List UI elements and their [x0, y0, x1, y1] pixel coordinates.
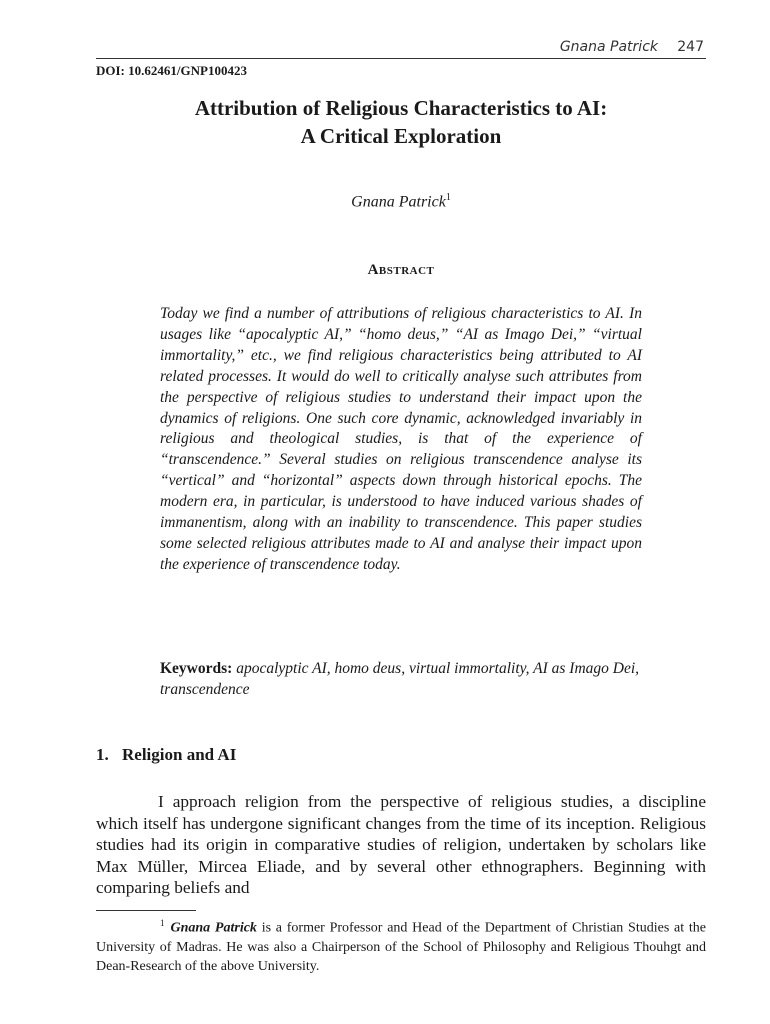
footnote-text: is a former Professor and Head of the Department of Christian Studies at the University of Madras. He was also a Chairperson of the School of Philosophy and Religious Thouhgt and Dean-Research of the above University.	[96, 920, 706, 974]
section-number: 1.	[96, 745, 109, 764]
footnote-author-name: Gnana Patrick	[170, 920, 257, 936]
section-title: Religion and AI	[122, 745, 237, 764]
body-text	[96, 791, 706, 899]
running-header-author: Gnana Patrick	[559, 39, 658, 55]
footnote-divider	[96, 910, 196, 911]
keywords-text: apocalyptic AI, homo deus, virtual immortality, AI as Imago Dei, transcendence	[160, 660, 640, 698]
paper-title	[96, 94, 706, 150]
abstract-text: Today we find a number of attributions of religious characteristics to AI. In usages like “apocalyptic AI,” “homo deus,” “AI as Imago Dei,” “virtual immortality,” etc., we find religious characteristics being attributed to AI related processes. It would do well to critically analyse such attributes from the perspective of religious studies to understand their impact upon the dynamics of religions. One such core dynamic, acknowledged invariably in religious and theological studies, is that of the experience of “transcendence.” Several studies on religious transcendence analyse its “vertical” and “horizontal” aspects down through historical epochs. The modern era, in particular, is understood to have induced various shades of immanentism, along with an inability to transcendence. This paper studies some selected religious attributes made to AI and analyse their impact upon the experience of transcendence today.	[160, 305, 642, 573]
abstract-heading: Abstract	[367, 262, 435, 278]
author-line	[96, 192, 706, 211]
page-number: 247	[677, 39, 704, 55]
footnote-mark: 1	[160, 918, 165, 928]
section-heading	[96, 745, 236, 765]
abstract	[160, 304, 642, 576]
author-footnote-mark[interactable]: 1	[445, 192, 451, 203]
paper-title-line-1: Attribution of Religious Characteristics to AI:	[194, 96, 608, 120]
footnote-paragraph	[96, 914, 706, 976]
keywords	[160, 659, 642, 701]
doi: DOI: 10.62461/GNP100423	[96, 63, 247, 78]
running-header	[96, 38, 706, 59]
paper-title-line-2: A Critical Exploration	[300, 124, 502, 148]
keywords-label: Keywords:	[160, 660, 233, 677]
body-paragraph: I approach religion from the perspective of religious studies, a discipline which itself has undergone significant changes from the time of its inception. Religious studies had its origin in comparative studies of religion, undertaken by scholars like Max Müller, Mircea Eliade, and by several other ethnographers. Beginning with comparing beliefs and	[96, 792, 706, 898]
footnote	[96, 914, 706, 976]
author-name: Gnana Patrick	[351, 193, 446, 211]
